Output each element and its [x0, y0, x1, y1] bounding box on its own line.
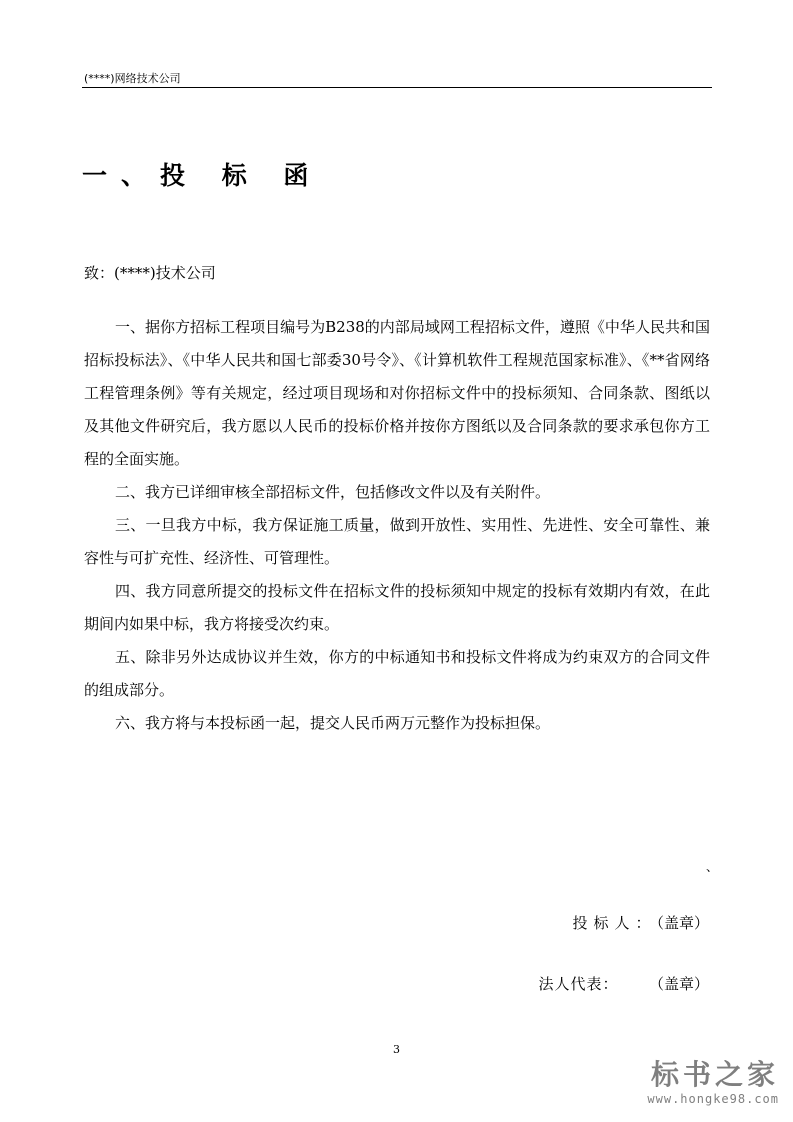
legal-rep-signature-line — [538, 973, 709, 994]
legal-rep-label: 法人代表： — [538, 975, 619, 993]
header-divider — [82, 87, 712, 88]
letter-body — [84, 311, 710, 740]
legal-rep-seal: （盖章） — [656, 975, 709, 993]
paragraph-5: 五、除非另外达成协议并生效，你方的中标通知书和投标文件将成为约束双方的合同文件的组成部分。 — [84, 648, 710, 699]
watermark — [647, 1060, 779, 1106]
page-title: 一、投 标 函 — [82, 161, 323, 190]
stray-mark: 、 — [706, 860, 719, 874]
paragraph-6: 六、我方将与本投标函一起，提交人民币两万元整作为投标担保。 — [115, 714, 551, 732]
paragraph-4: 四、我方同意所提交的投标文件在招标文件的投标须知中规定的投标有效期内有效，在此期间内如果中标，我方将接受次约束。 — [84, 582, 710, 633]
watermark-url: www.hongke98.com — [647, 1092, 779, 1106]
watermark-logo: 标书之家 — [650, 1058, 779, 1091]
page-number: 3 — [393, 1043, 400, 1056]
paragraph-2: 二、我方已详细审核全部招标文件，包括修改文件以及有关附件。 — [115, 483, 551, 501]
paragraph-3: 三、一旦我方中标，我方保证施工质量，做到开放性、实用性、先进性、安全可靠性、兼容性与可扩充性、经济性、可管理性。 — [84, 516, 710, 567]
paragraph-1: 一、据你方招标工程项目编号为B238的内部局域网工程招标文件，遵照《中华人民共和国招标投标法》、《中华人民共和国七部委30号令》、《计算机软件工程规范国家标准》、《**省网络工程管理条例》等有关规定，经过项目现场和对你招标文件中的投标须知、合同条款、图纸以及其他文件研究后，我方愿以人民币的投标价格并按你方图纸以及合同条款的要求承包你方工程的全面实施。 — [84, 318, 710, 468]
salutation: 致：(****)技术公司 — [84, 264, 216, 282]
bidder-seal: （盖章） — [656, 914, 709, 932]
bidder-signature-line — [572, 912, 709, 933]
bidder-label: 投标人： — [572, 914, 657, 932]
header-company: (****)网络技术公司 — [84, 72, 181, 85]
